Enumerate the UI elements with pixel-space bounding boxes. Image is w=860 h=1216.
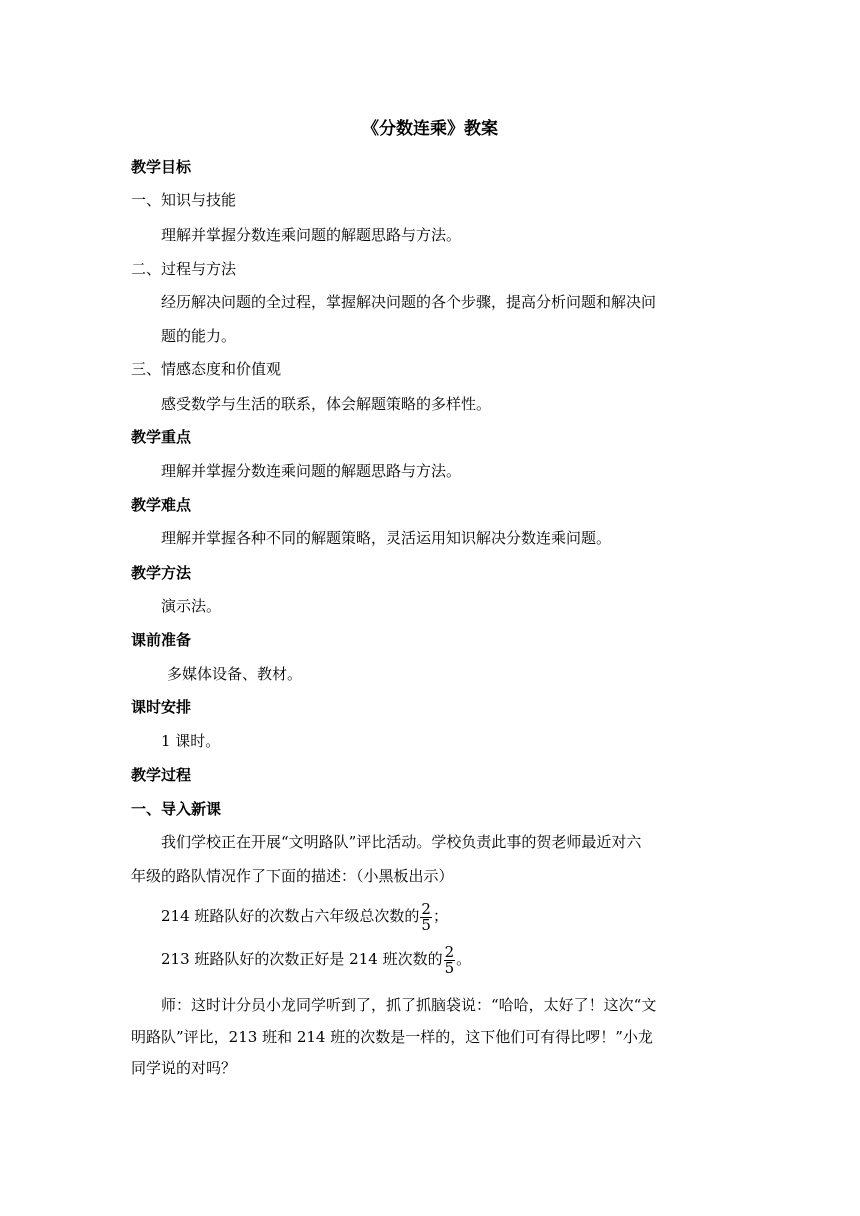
method-text: 演示法。 bbox=[161, 597, 222, 615]
fact1-text: 214 班路队好的次数占六年级总次数的 bbox=[161, 907, 420, 925]
fact1-numerator: 2 bbox=[421, 899, 431, 918]
intro-paragraph-line1: 我们学校正在开展“文明路队”评比活动。学校负责此事的贺老师最近对六 bbox=[161, 833, 642, 851]
goal2-text-line2: 题的能力。 bbox=[161, 327, 237, 345]
goals-heading: 教学目标 bbox=[131, 158, 192, 176]
document-title: 《分数连乘》教案 bbox=[362, 119, 498, 139]
fact1-end: ； bbox=[432, 907, 448, 925]
fact2-end: 。 bbox=[456, 950, 472, 968]
schedule-text: 1 课时。 bbox=[161, 732, 221, 750]
teacher-paragraph-line1: 师：这时计分员小龙同学听到了，抓了抓脑袋说：“哈哈，太好了！这次“文 bbox=[161, 996, 657, 1014]
fact2-denominator: 5 bbox=[444, 958, 455, 977]
teacher-paragraph-line2: 明路队”评比，213 班和 214 班的次数是一样的，这下他们可有得比啰！”小龙 bbox=[131, 1028, 653, 1046]
difficulty-heading: 教学难点 bbox=[131, 496, 192, 514]
keypoint-text: 理解并掌握分数连乘问题的解题思路与方法。 bbox=[161, 462, 462, 480]
fact2-line bbox=[161, 944, 751, 976]
prep-text: 多媒体设备、教材。 bbox=[167, 665, 303, 683]
difficulty-text: 理解并掌握各种不同的解题策略，灵活运用知识解决分数连乘问题。 bbox=[161, 529, 612, 547]
method-heading: 教学方法 bbox=[131, 564, 192, 582]
fact1-denominator: 5 bbox=[421, 915, 431, 934]
teacher-paragraph-line3: 同学说的对吗？ bbox=[131, 1059, 237, 1077]
fact1-fraction bbox=[420, 899, 432, 934]
goal1-text: 理解并掌握分数连乘问题的解题思路与方法。 bbox=[161, 226, 462, 244]
goal2-text-line1: 经历解决问题的全过程，掌握解决问题的各个步骤，提高分析问题和解决问 bbox=[161, 293, 657, 311]
intro-paragraph-line2: 年级的路队情况作了下面的描述：（小黑板出示） bbox=[131, 867, 454, 885]
goal3-text: 感受数学与生活的联系，体会解题策略的多样性。 bbox=[161, 395, 492, 413]
goal3-heading: 三、情感态度和价值观 bbox=[131, 360, 282, 378]
fact2-numerator: 2 bbox=[444, 942, 455, 961]
fact2-fraction bbox=[444, 942, 456, 977]
keypoint-heading: 教学重点 bbox=[131, 428, 192, 446]
fact2-text: 213 班路队好的次数正好是 214 班次数的 bbox=[161, 950, 443, 968]
goal1-heading: 一、知识与技能 bbox=[131, 191, 237, 209]
intro-heading: 一、导入新课 bbox=[131, 800, 222, 818]
schedule-heading: 课时安排 bbox=[131, 698, 192, 716]
prep-heading: 课前准备 bbox=[131, 631, 192, 649]
process-heading: 教学过程 bbox=[131, 766, 192, 784]
fact1-line bbox=[161, 901, 751, 933]
goal2-heading: 二、过程与方法 bbox=[131, 260, 237, 278]
